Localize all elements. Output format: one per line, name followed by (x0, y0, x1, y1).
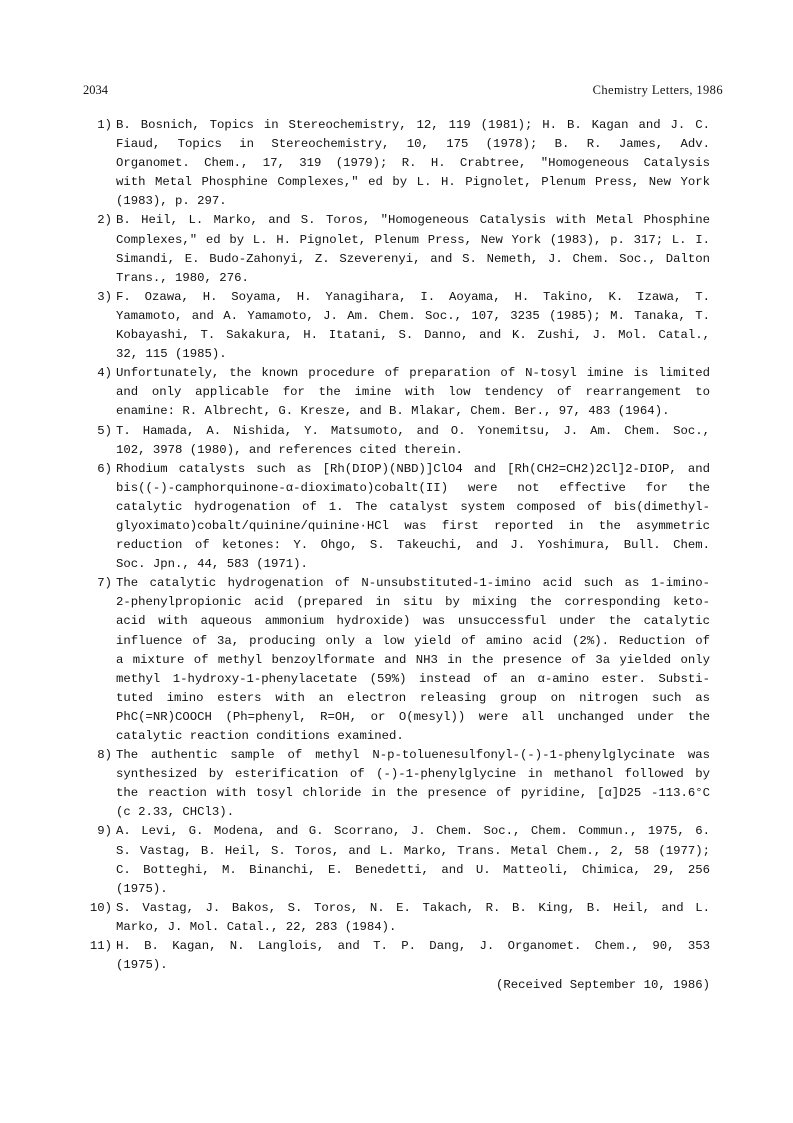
reference-item (82, 937, 710, 975)
reference-line: Marko, J. Mol. Catal., 22, 283 (1984). (116, 919, 397, 934)
reference-line: Soc. Jpn., 44, 583 (1971). (116, 557, 308, 572)
reference-item (82, 116, 710, 211)
reference-line: F. Ozawa, H. Soyama, H. Yanagihara, I. Aoyama, H. Takino, K. Izawa, T. (116, 289, 710, 304)
reference-text (116, 746, 710, 822)
reference-line: PhC(=NR)COOCH (Ph=phenyl, R=OH, or O(mesyl)) were all unchanged under the (116, 709, 710, 724)
received-date: (Received September 10, 1986) (495, 978, 710, 992)
reference-number: 5) (97, 423, 112, 438)
reference-line: influence of 3a, producing only a low yield of amino acid (2%). Reduction of (116, 633, 710, 648)
reference-line: enamine: R. Albrecht, G. Kresze, and B. Mlakar, Chem. Ber., 97, 483 (1964). (116, 404, 670, 419)
reference-number: 8) (97, 748, 112, 763)
reference-text (116, 822, 710, 898)
reference-line: a mixture of methyl benzoylformate and NH3 in the presence of 3a yielded only (116, 652, 710, 667)
reference-line: Kobayashi, T. Sakakura, H. Itatani, S. Danno, and K. Zushi, J. Mol. Catal., (116, 328, 710, 343)
reference-text (116, 288, 710, 364)
reference-line: 2-phenylpropionic acid (prepared in situ by mixing the corresponding keto- (116, 595, 710, 610)
reference-line: B. Bosnich, Topics in Stereochemistry, 12, 119 (1981); H. B. Kagan and J. C. (116, 118, 710, 132)
reference-line: catalytic reaction conditions examined. (116, 729, 404, 743)
reference-line: tuted imino esters with an electron releasing group on nitrogen such as (116, 690, 710, 705)
reference-line: glyoximato)cobalt/quinine/quinine·HCl was first reported in the asymmetric (116, 518, 710, 533)
reference-text (116, 116, 710, 211)
page-number: 2034 (83, 83, 108, 97)
reference-line: B. Heil, L. Marko, and S. Toros, "Homogeneous Catalysis with Metal Phosphine (116, 213, 710, 228)
reference-line: reduction of ketones: Y. Ohgo, S. Takeuchi, and J. Yoshimura, Bull. Chem. (116, 538, 710, 553)
reference-line: (1975). (116, 881, 168, 896)
reference-line: 102, 3978 (1980), and references cited therein. (116, 442, 463, 457)
reference-item (82, 364, 710, 421)
reference-number: 10) (89, 900, 112, 915)
reference-number: 2) (97, 213, 112, 228)
reference-item (82, 574, 710, 746)
reference-number: 3) (97, 289, 112, 304)
reference-line: Rhodium catalysts such as [Rh(DIOP)(NBD)]ClO4 and [Rh(CH2=CH2)2Cl]2-DIOP, and (116, 461, 710, 476)
reference-item (82, 460, 710, 575)
reference-line: (1983), p. 297. (116, 194, 227, 209)
reference-text (116, 574, 710, 746)
reference-number: 1) (97, 118, 112, 132)
reference-line: Complexes," ed by L. H. Pignolet, Plenum Press, New York (1983), p. 317; L. I. (116, 232, 710, 247)
reference-line: with Metal Phosphine Complexes," ed by L. H. Pignolet, Plenum Press, New York (116, 175, 710, 190)
reference-line: S. Vastag, B. Heil, S. Toros, and L. Marko, Trans. Metal Chem., 2, 58 (1977); (116, 843, 710, 858)
reference-line: acid with aqueous ammonium hydroxide) was unsuccessful under the catalytic (116, 614, 710, 629)
reference-text (116, 422, 710, 460)
reference-line: A. Levi, G. Modena, and G. Scorrano, J. Chem. Soc., Chem. Commun., 1975, 6. (116, 824, 710, 839)
reference-number: 9) (97, 824, 112, 839)
reference-item (82, 211, 710, 287)
reference-line: 32, 115 (1985). (116, 347, 227, 362)
reference-line: Trans., 1980, 276. (116, 270, 249, 285)
reference-text (116, 937, 710, 975)
reference-line: the reaction with tosyl chloride in the presence of pyridine, [α]D25 -113.6°C (116, 786, 710, 801)
reference-line: T. Hamada, A. Nishida, Y. Matsumoto, and O. Yonemitsu, J. Am. Chem. Soc., (116, 423, 710, 438)
reference-line: catalytic hydrogenation of 1. The catalyst system composed of bis(dimethyl- (116, 499, 710, 514)
reference-item (82, 422, 710, 460)
reference-list (82, 116, 710, 975)
reference-text (116, 364, 710, 421)
reference-line: Unfortunately, the known procedure of preparation of N-tosyl imine is limited (116, 366, 710, 381)
reference-line: Organomet. Chem., 17, 319 (1979); R. H. Crabtree, "Homogeneous Catalysis (116, 156, 710, 171)
reference-item (82, 288, 710, 364)
reference-line: (c 2.33, CHCl3). (116, 805, 235, 820)
reference-text (116, 460, 710, 575)
reference-number: 11) (89, 939, 112, 954)
reference-text (116, 899, 710, 937)
reference-line: Fiaud, Topics in Stereochemistry, 10, 175 (1978); B. R. James, Adv. (116, 137, 710, 152)
reference-line: H. B. Kagan, N. Langlois, and T. P. Dang, J. Organomet. Chem., 90, 353 (116, 939, 710, 954)
reference-line: Simandi, E. Budo-Zahonyi, Z. Szeverenyi, and S. Nemeth, J. Chem. Soc., Dalton (116, 251, 710, 266)
reference-number: 7) (97, 576, 112, 591)
reference-line: The catalytic hydrogenation of N-unsubstituted-1-imino acid such as 1-imino- (116, 576, 710, 591)
reference-line: synthesized by esterification of (-)-1-phenylglycine in methanol followed by (116, 767, 710, 782)
reference-line: bis((-)-camphorquinone-α-dioximato)cobalt(II) were not effective for the (116, 480, 710, 495)
reference-item (82, 899, 710, 937)
reference-item (82, 746, 710, 822)
reference-item (82, 822, 710, 898)
reference-number: 6) (97, 461, 112, 476)
reference-text (116, 211, 710, 287)
reference-line: Yamamoto, and A. Yamamoto, J. Am. Chem. Soc., 107, 3235 (1985); M. Tanaka, T. (116, 308, 710, 323)
reference-line: C. Botteghi, M. Binanchi, E. Benedetti, and U. Matteoli, Chimica, 29, 256 (116, 862, 710, 877)
reference-line: The authentic sample of methyl N-p-toluenesulfonyl-(-)-1-phenylglycinate was (116, 748, 710, 763)
journal-header: Chemistry Letters, 1986 (592, 83, 723, 97)
reference-number: 4) (97, 366, 112, 381)
reference-line: (1975). (116, 958, 168, 973)
reference-line: S. Vastag, J. Bakos, S. Toros, N. E. Takach, R. B. King, B. Heil, and L. (116, 900, 710, 915)
reference-line: methyl 1-hydroxy-1-phenylacetate (59%) instead of an α-amino ester. Substi- (116, 671, 710, 686)
reference-line: and only applicable for the imine with low tendency of rearrangement to (116, 385, 710, 400)
